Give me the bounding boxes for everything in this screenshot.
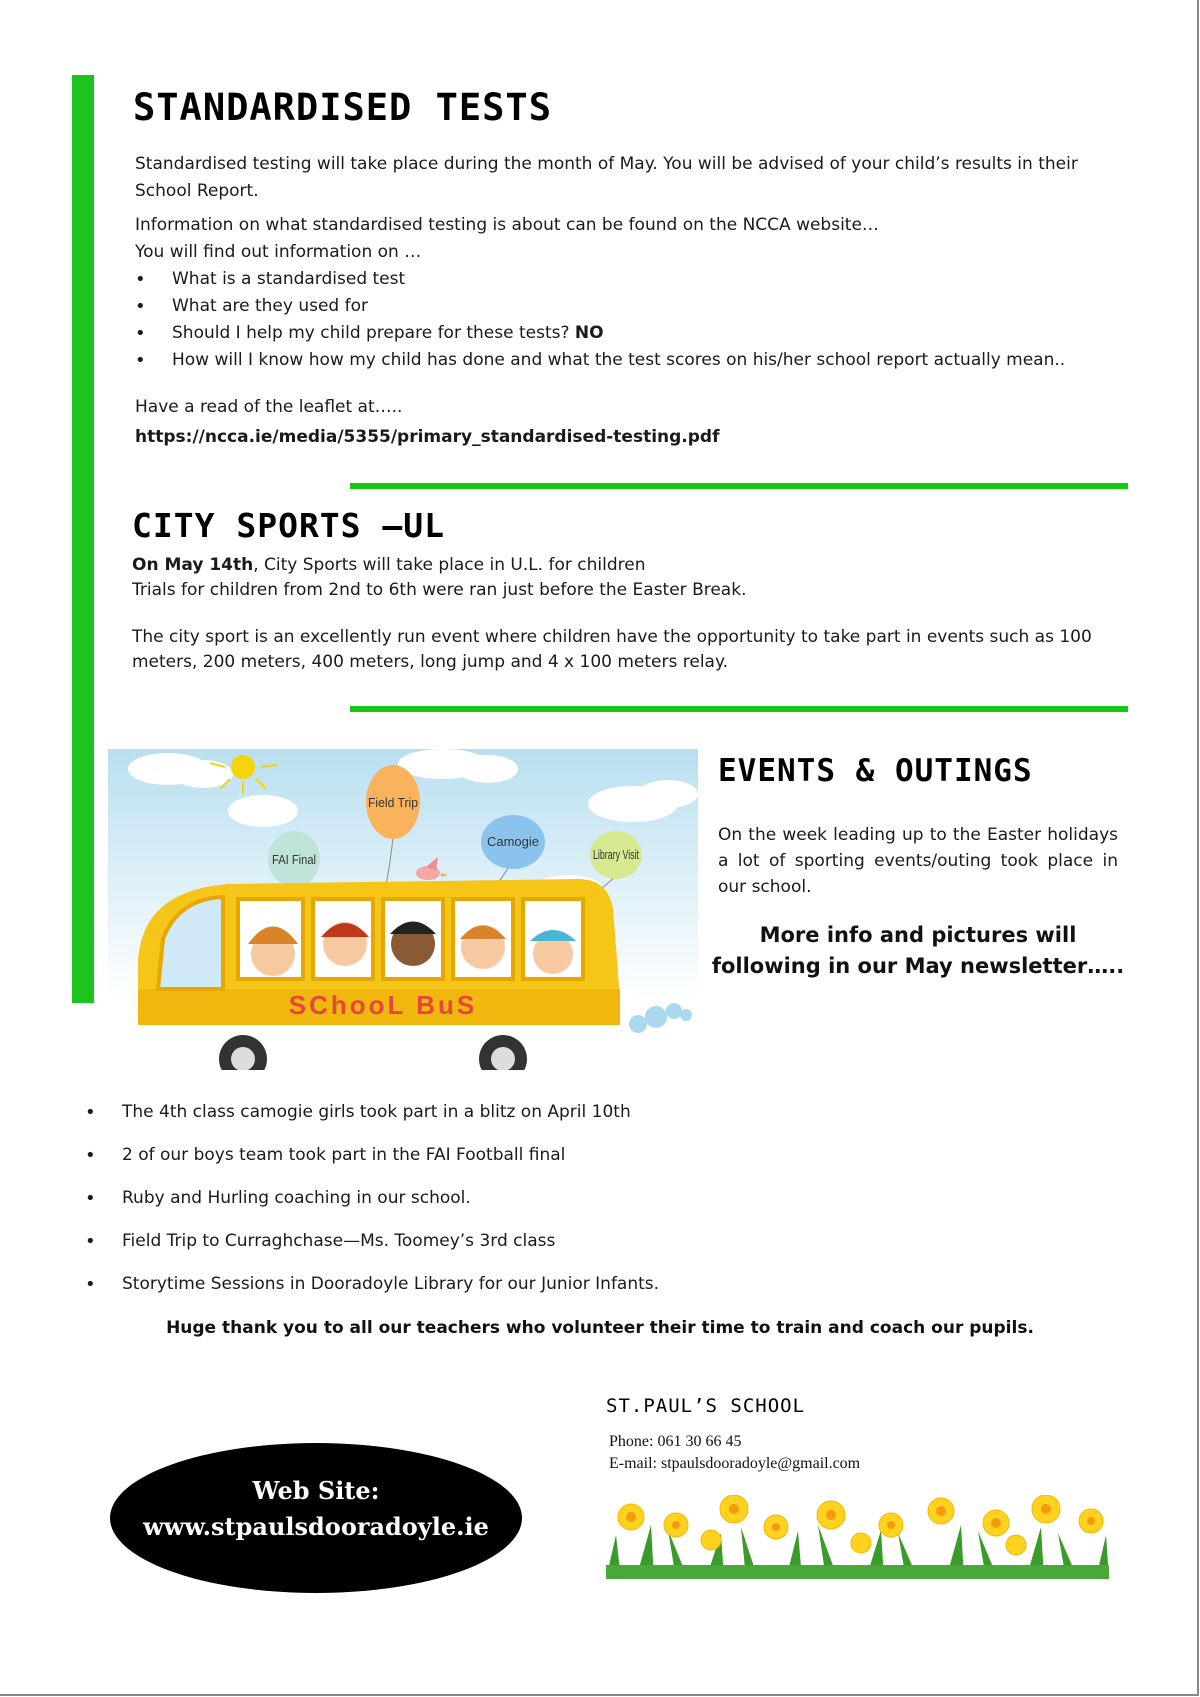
events-outings-heading: EVENTS & OUTINGS — [718, 753, 1033, 789]
events-more-info: More info and pictures will following in our May newsletter….. — [711, 923, 1125, 978]
tests-find-line: You will find out information on … — [135, 242, 422, 262]
bus-wheels — [219, 1035, 527, 1074]
city-sports-section — [132, 553, 1132, 675]
accent-side-bar — [72, 75, 94, 1003]
phone-number: Phone: 061 30 66 45 — [609, 1433, 742, 1450]
leaflet-link[interactable]: https://ncca.ie/media/5355/primary_standardised-testing.pdf — [135, 427, 720, 447]
events-list — [85, 1101, 885, 1316]
tests-bullet-list — [135, 266, 1115, 374]
balloon-label: Field Trip — [368, 795, 418, 810]
events-description: On the week leading up to the Easter holidays a lot of sporting events/outing took place in our school. — [718, 825, 1118, 897]
standardised-tests-heading: STANDARDISED TESTS — [133, 86, 552, 129]
school-bus-illustration — [108, 749, 698, 1074]
website-url[interactable]: www.stpaulsdooradoyle.ie — [143, 1512, 489, 1541]
sports-trials-line: Trials for children from 2nd to 6th were ran just before the Easter Break. — [132, 580, 747, 600]
balloon-label: Library Visit — [593, 847, 640, 862]
list-item: • The 4th class camogie girls took part in a blitz on April 10th — [85, 1101, 885, 1124]
standardised-tests-section — [135, 151, 1115, 451]
email-address[interactable]: E-mail: stpaulsdooradoyle@gmail.com — [609, 1455, 861, 1472]
list-item: • Should I help my child prepare for these tests? NO — [135, 320, 1115, 347]
list-item: • How will I know how my child has done and what the test scores on his/her school report actually mean.. — [135, 347, 1115, 374]
bus-signage: SChooL BuS — [288, 990, 478, 1020]
website-badge[interactable] — [110, 1443, 522, 1593]
answer-no: NO — [574, 323, 604, 343]
sports-description: The city sport is an excellently run event where children have the opportunity to take part in events such as 100 meters, 200 meters, 400 meters, long jump and 4 x 100 meters relay. — [132, 627, 1092, 672]
section-divider — [350, 706, 1128, 712]
section-divider — [350, 483, 1128, 489]
list-item: • 2 of our boys team took part in the FAI Football final — [85, 1144, 885, 1167]
city-sports-heading: CITY SPORTS –UL — [132, 506, 446, 545]
tests-info-line: Information on what standardised testing is about can be found on the NCCA website… — [135, 215, 879, 235]
list-item: • Ruby and Hurling coaching in our school. — [85, 1187, 885, 1210]
list-item: • What are they used for — [135, 293, 1115, 320]
thank-you-note: Huge thank you to all our teachers who volunteer their time to train and coach our pupils. — [166, 1318, 1034, 1338]
tests-intro: Standardised testing will take place during the month of May. You will be advised of your child’s results in their School Report. — [135, 154, 1078, 201]
balloon-label: FAI Final — [272, 852, 317, 867]
daffodils-illustration — [606, 1495, 1109, 1579]
website-label: Web Site: — [252, 1476, 380, 1505]
contact-details — [609, 1431, 860, 1475]
list-item: • What is a standardised test — [135, 266, 1115, 293]
list-item: • Storytime Sessions in Dooradoyle Library for our Junior Infants. — [85, 1273, 885, 1296]
school-name: ST.PAUL’S SCHOOL — [606, 1395, 806, 1417]
sports-date-line: On May 14th, City Sports will take place in U.L. for children — [132, 555, 646, 575]
leaflet-label: Have a read of the leaflet at….. — [135, 397, 403, 417]
balloon-label: Camogie — [486, 834, 540, 849]
list-item: • Field Trip to Curraghchase—Ms. Toomey’s 3rd class — [85, 1230, 885, 1253]
